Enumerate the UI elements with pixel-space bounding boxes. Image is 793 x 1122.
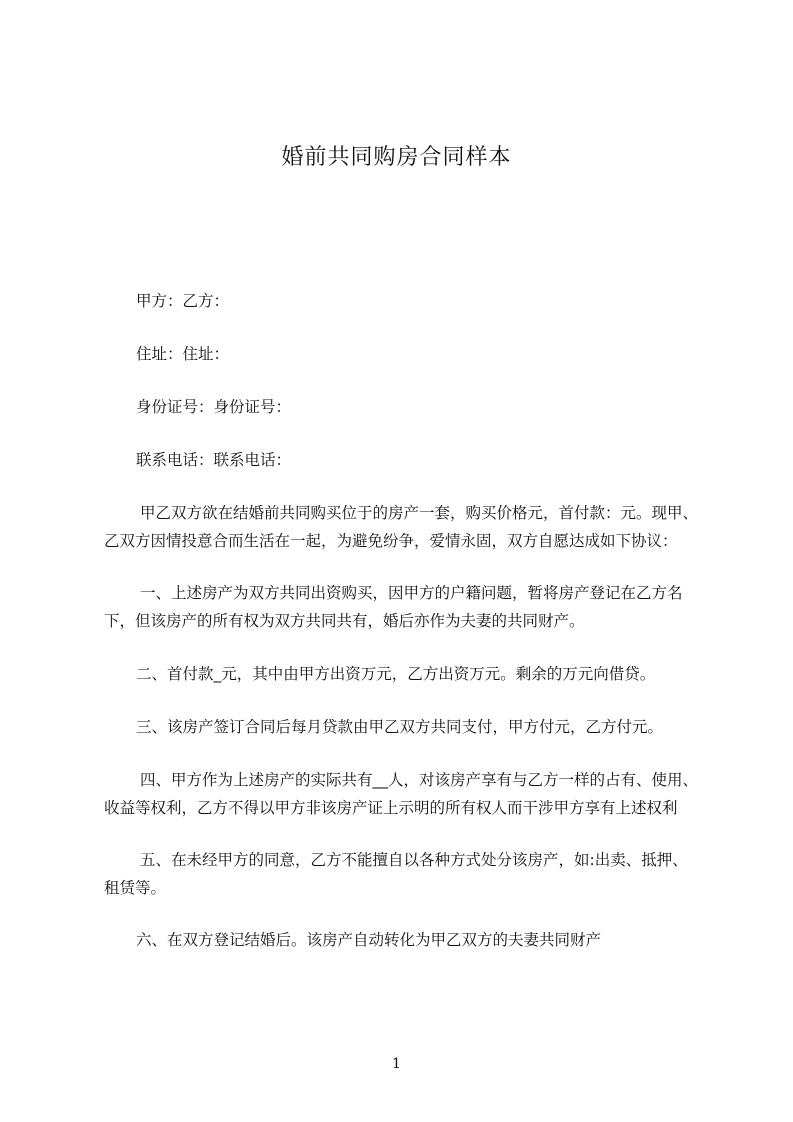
phone-line — [104, 446, 714, 474]
document-title: 婚前共同购房合同样本 — [281, 145, 512, 170]
address-line-text: 住址：住址： — [136, 345, 230, 363]
clause-5-line-1: 五、在未经甲方的同意，乙方不能擅自以各种方式处分该房产，如:出卖、抵押、 — [140, 851, 688, 869]
clause-1-line-1: 一、上述房产为双方共同出资购买，因甲方的户籍问题，暂将房产登记在乙方名 — [140, 584, 683, 602]
clause-4-line-1: 四、甲方作为上述房产的实际共有__人，对该房产享有与乙方一样的占有、使用、 — [140, 771, 699, 789]
clause-2-text: 二、首付款_元，其中由甲方出资万元，乙方出资万元。剩余的万元向借贷。 — [136, 665, 656, 683]
phone-line-text: 联系电话：联系电话： — [136, 451, 292, 469]
clause-5 — [104, 846, 714, 902]
party-line-text: 甲方：乙方： — [136, 292, 230, 310]
clause-6-text: 六、在双方登记结婚后。该房产自动转化为甲乙双方的夫妻共同财产 — [136, 931, 602, 949]
page-number: 1 — [392, 1056, 401, 1072]
clause-2 — [104, 660, 714, 688]
id-line-text: 身份证号：身份证号： — [136, 398, 292, 416]
intro-line-1: 甲乙双方欲在结婚前共同购买位于的房产一套，购买价格元，首付款：元。现甲、 — [140, 504, 699, 522]
intro-paragraph — [104, 499, 714, 555]
clause-3-text: 三、该房产签订合同后每月贷款由甲乙双方共同支付，甲方付元，乙方付元。 — [136, 718, 664, 736]
id-line — [104, 393, 714, 421]
clause-4 — [104, 766, 714, 822]
clause-3 — [104, 713, 714, 741]
party-line — [104, 287, 714, 315]
address-line — [104, 340, 714, 368]
clause-4-line-2: 收益等权利，乙方不得以甲方非该房产证上示明的所有权人而干涉甲方享有上述权利 — [104, 799, 678, 817]
clause-1 — [104, 579, 714, 635]
clause-6 — [104, 926, 714, 954]
clause-5-line-2: 租赁等。 — [104, 879, 167, 897]
intro-line-2: 乙双方因情投意合而生活在一起，为避免纷争，爱情永固，双方自愿达成如下协议： — [104, 532, 678, 550]
clause-1-line-2: 下，但该房产的所有权为双方共同共有，婚后亦作为夫妻的共同财产。 — [104, 612, 585, 630]
